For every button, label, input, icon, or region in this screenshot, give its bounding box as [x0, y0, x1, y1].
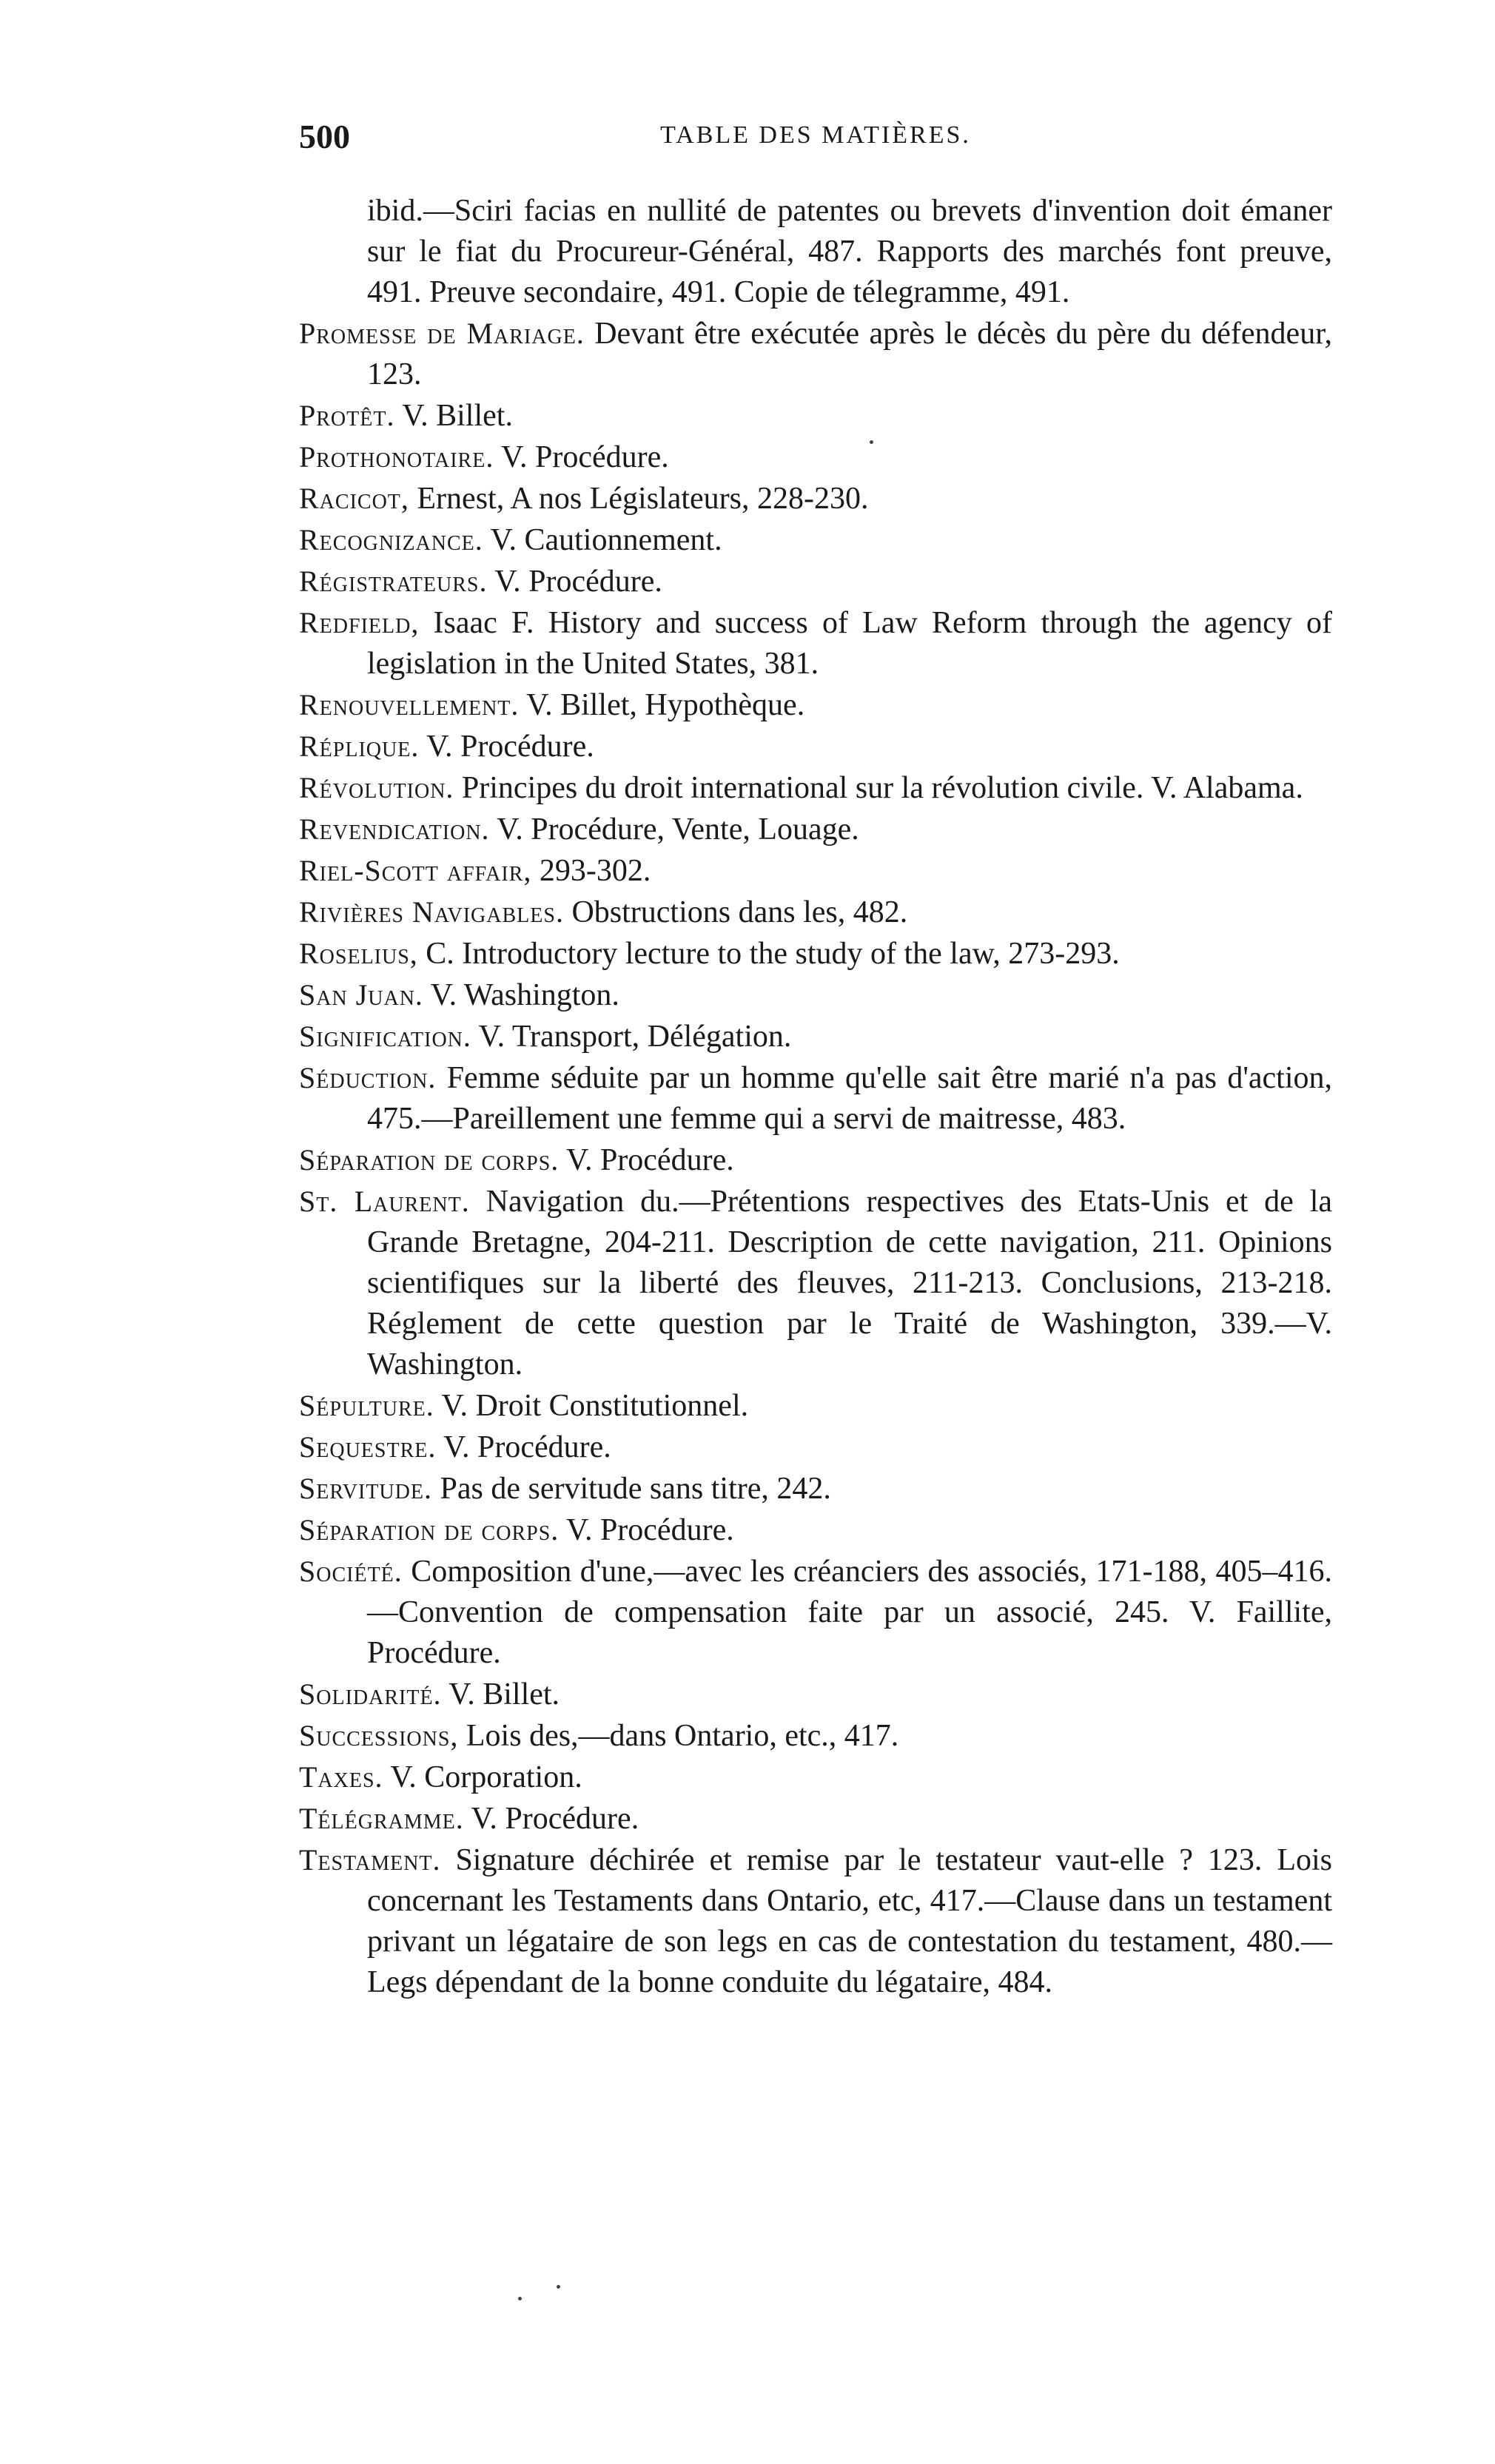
entry-text: V. Procédure.	[443, 1430, 611, 1464]
index-entry	[299, 1509, 1332, 1551]
index-entry	[299, 602, 1332, 684]
index-entry	[299, 1715, 1332, 1757]
running-title: TABLE DES MATIÈRES.	[660, 121, 971, 149]
index-entry	[299, 767, 1332, 809]
index-entry	[299, 478, 1332, 519]
entry-heading: Prothonotaire.	[299, 440, 494, 474]
entry-heading: Signification.	[299, 1020, 471, 1053]
entry-text: V. Procédure, Vente, Louage.	[497, 812, 859, 846]
page-header	[299, 117, 1332, 161]
entry-heading: Régistrateurs.	[299, 565, 488, 598]
entry-text: V. Billet.	[448, 1677, 560, 1711]
entry-text: V. Procédure.	[566, 1513, 734, 1547]
entry-text: Signature déchirée et remise par le testateur vaut-elle ? 123. Lois concernant les Testaments dans Ontario, etc, 417.—Clause dans un testament privant un légataire de son legs en cas de contestation du testament, 480.—Legs dépendant de la bonne conduite du légataire, 484.	[367, 1843, 1332, 1999]
index-entry	[299, 561, 1332, 602]
index-entry	[299, 1057, 1332, 1140]
entry-heading: Séduction.	[299, 1061, 437, 1094]
entry-heading: Racicot,	[299, 482, 409, 515]
index-entry	[299, 892, 1332, 933]
entry-text: Navigation du.—Prétentions respectives des Etats-Unis et de la Grande Bretagne, 204-211. Description de cette navigation, 211. Opinions scientifiques sur la liberté des fleuves, 211-213. Conclusions, 213-218. Réglement de cette question par le Traité de Washington, 339.—V. Washington.	[367, 1185, 1333, 1381]
entry-heading: Revendication.	[299, 812, 490, 846]
index-entry	[299, 933, 1332, 975]
entry-heading: Rivières Navigables.	[299, 895, 564, 929]
index-entry	[299, 1839, 1332, 2003]
index-entry	[299, 1181, 1332, 1385]
entry-text: ibid.—Sciri facias en nullité de patentes ou brevets d'invention doit émaner sur le fiat du Procureur-Général, 487. Rapports des marchés font preuve, 491. Preuve secondaire, 491. Copie de télegramme, 491.	[367, 194, 1332, 309]
entry-heading: Successions,	[299, 1719, 459, 1752]
index-entry	[299, 1468, 1332, 1509]
index-entry	[299, 726, 1332, 767]
entry-heading: Testament.	[299, 1843, 441, 1876]
entry-heading: Recognizance.	[299, 523, 483, 556]
index-entry	[299, 1674, 1332, 1715]
entry-heading: Roselius,	[299, 937, 418, 970]
entry-heading: Société.	[299, 1555, 403, 1588]
entry-heading: Séparation de corps.	[299, 1513, 560, 1546]
entry-text: V. Procédure.	[501, 440, 669, 474]
index-entry	[299, 1551, 1332, 1674]
entry-heading: Redfield,	[299, 606, 420, 639]
entry-text: C. Introductory lecture to the study of the law, 273-293.	[426, 937, 1120, 971]
print-speck	[870, 440, 873, 444]
index-entry	[299, 313, 1332, 395]
entry-text: V. Washington.	[430, 978, 619, 1012]
entry-heading: Révolution.	[299, 771, 454, 804]
entry-text: Pas de servitude sans titre, 242.	[440, 1472, 831, 1506]
entry-text: V. Transport, Délégation.	[478, 1020, 792, 1054]
entry-text: Isaac F. History and success of Law Reform through the agency of legislation in the United States, 381.	[367, 606, 1333, 681]
entry-text: V. Billet, Hypothèque.	[526, 688, 805, 722]
index-entry	[299, 1385, 1332, 1427]
entry-heading: Renouvellement.	[299, 688, 520, 721]
entry-text: V. Procédure.	[494, 565, 662, 599]
index-entry	[299, 1140, 1332, 1181]
index-entry	[299, 437, 1332, 478]
index-entry	[299, 1016, 1332, 1057]
entry-text: Composition d'une,—avec les créanciers des associés, 171-188, 405–416.—Convention de compensation faite par un associé, 245. V. Faillite, Procédure.	[367, 1555, 1332, 1670]
entry-text: Lois des,—dans Ontario, etc., 417.	[466, 1719, 899, 1753]
entry-text: Principes du droit international sur la révolution civile. V. Alabama.	[461, 771, 1303, 805]
entry-heading: Taxes.	[299, 1760, 383, 1794]
index-entry	[299, 395, 1332, 437]
entry-text: V. Procédure.	[566, 1143, 734, 1177]
entry-heading: Solidarité.	[299, 1677, 442, 1711]
index-entry	[299, 1798, 1332, 1839]
entry-heading: Promesse de Mariage.	[299, 317, 585, 350]
entry-text: 293-302.	[539, 854, 651, 888]
entry-heading: St. Laurent.	[299, 1185, 470, 1218]
entry-text: Ernest, A nos Législateurs, 228-230.	[417, 482, 869, 516]
entry-heading: Protêt.	[299, 399, 395, 432]
print-speck	[557, 2285, 560, 2289]
entry-text: V. Droit Constitutionnel.	[441, 1389, 749, 1423]
index-entries	[299, 191, 1332, 2003]
entry-text: Femme séduite par un homme qu'elle sait être marié n'a pas d'action, 475.—Pareillement une femme qui a servi de maitresse, 483.	[367, 1061, 1333, 1136]
index-entry	[299, 1757, 1332, 1798]
entry-heading: Télégramme.	[299, 1802, 464, 1835]
entry-text: V. Procédure.	[426, 730, 594, 764]
print-speck	[518, 2297, 522, 2300]
index-entry-continuation	[299, 191, 1332, 313]
index-entry	[299, 809, 1332, 850]
entry-heading: Sépulture.	[299, 1389, 434, 1422]
index-entry	[299, 975, 1332, 1016]
index-entry	[299, 1427, 1332, 1468]
entry-heading: Séparation de corps.	[299, 1143, 560, 1177]
entry-text: V. Billet.	[402, 399, 513, 433]
entry-heading: Servitude.	[299, 1472, 432, 1505]
entry-text: Devant être exécutée après le décès du père du défendeur, 123.	[367, 317, 1333, 391]
index-entry	[299, 684, 1332, 726]
index-entry	[299, 850, 1332, 892]
entry-heading: Réplique.	[299, 730, 420, 763]
entry-text: V. Cautionnement.	[490, 523, 722, 557]
entry-heading: Riel-Scott affair,	[299, 854, 532, 887]
entry-heading: San Juan.	[299, 978, 423, 1011]
entry-text: V. Corporation.	[390, 1760, 582, 1794]
index-entry	[299, 519, 1332, 561]
entry-text: V. Procédure.	[471, 1802, 639, 1836]
entry-heading: Sequestre.	[299, 1430, 437, 1464]
page-number: 500	[299, 118, 350, 155]
entry-text: Obstructions dans les, 482.	[571, 895, 908, 929]
